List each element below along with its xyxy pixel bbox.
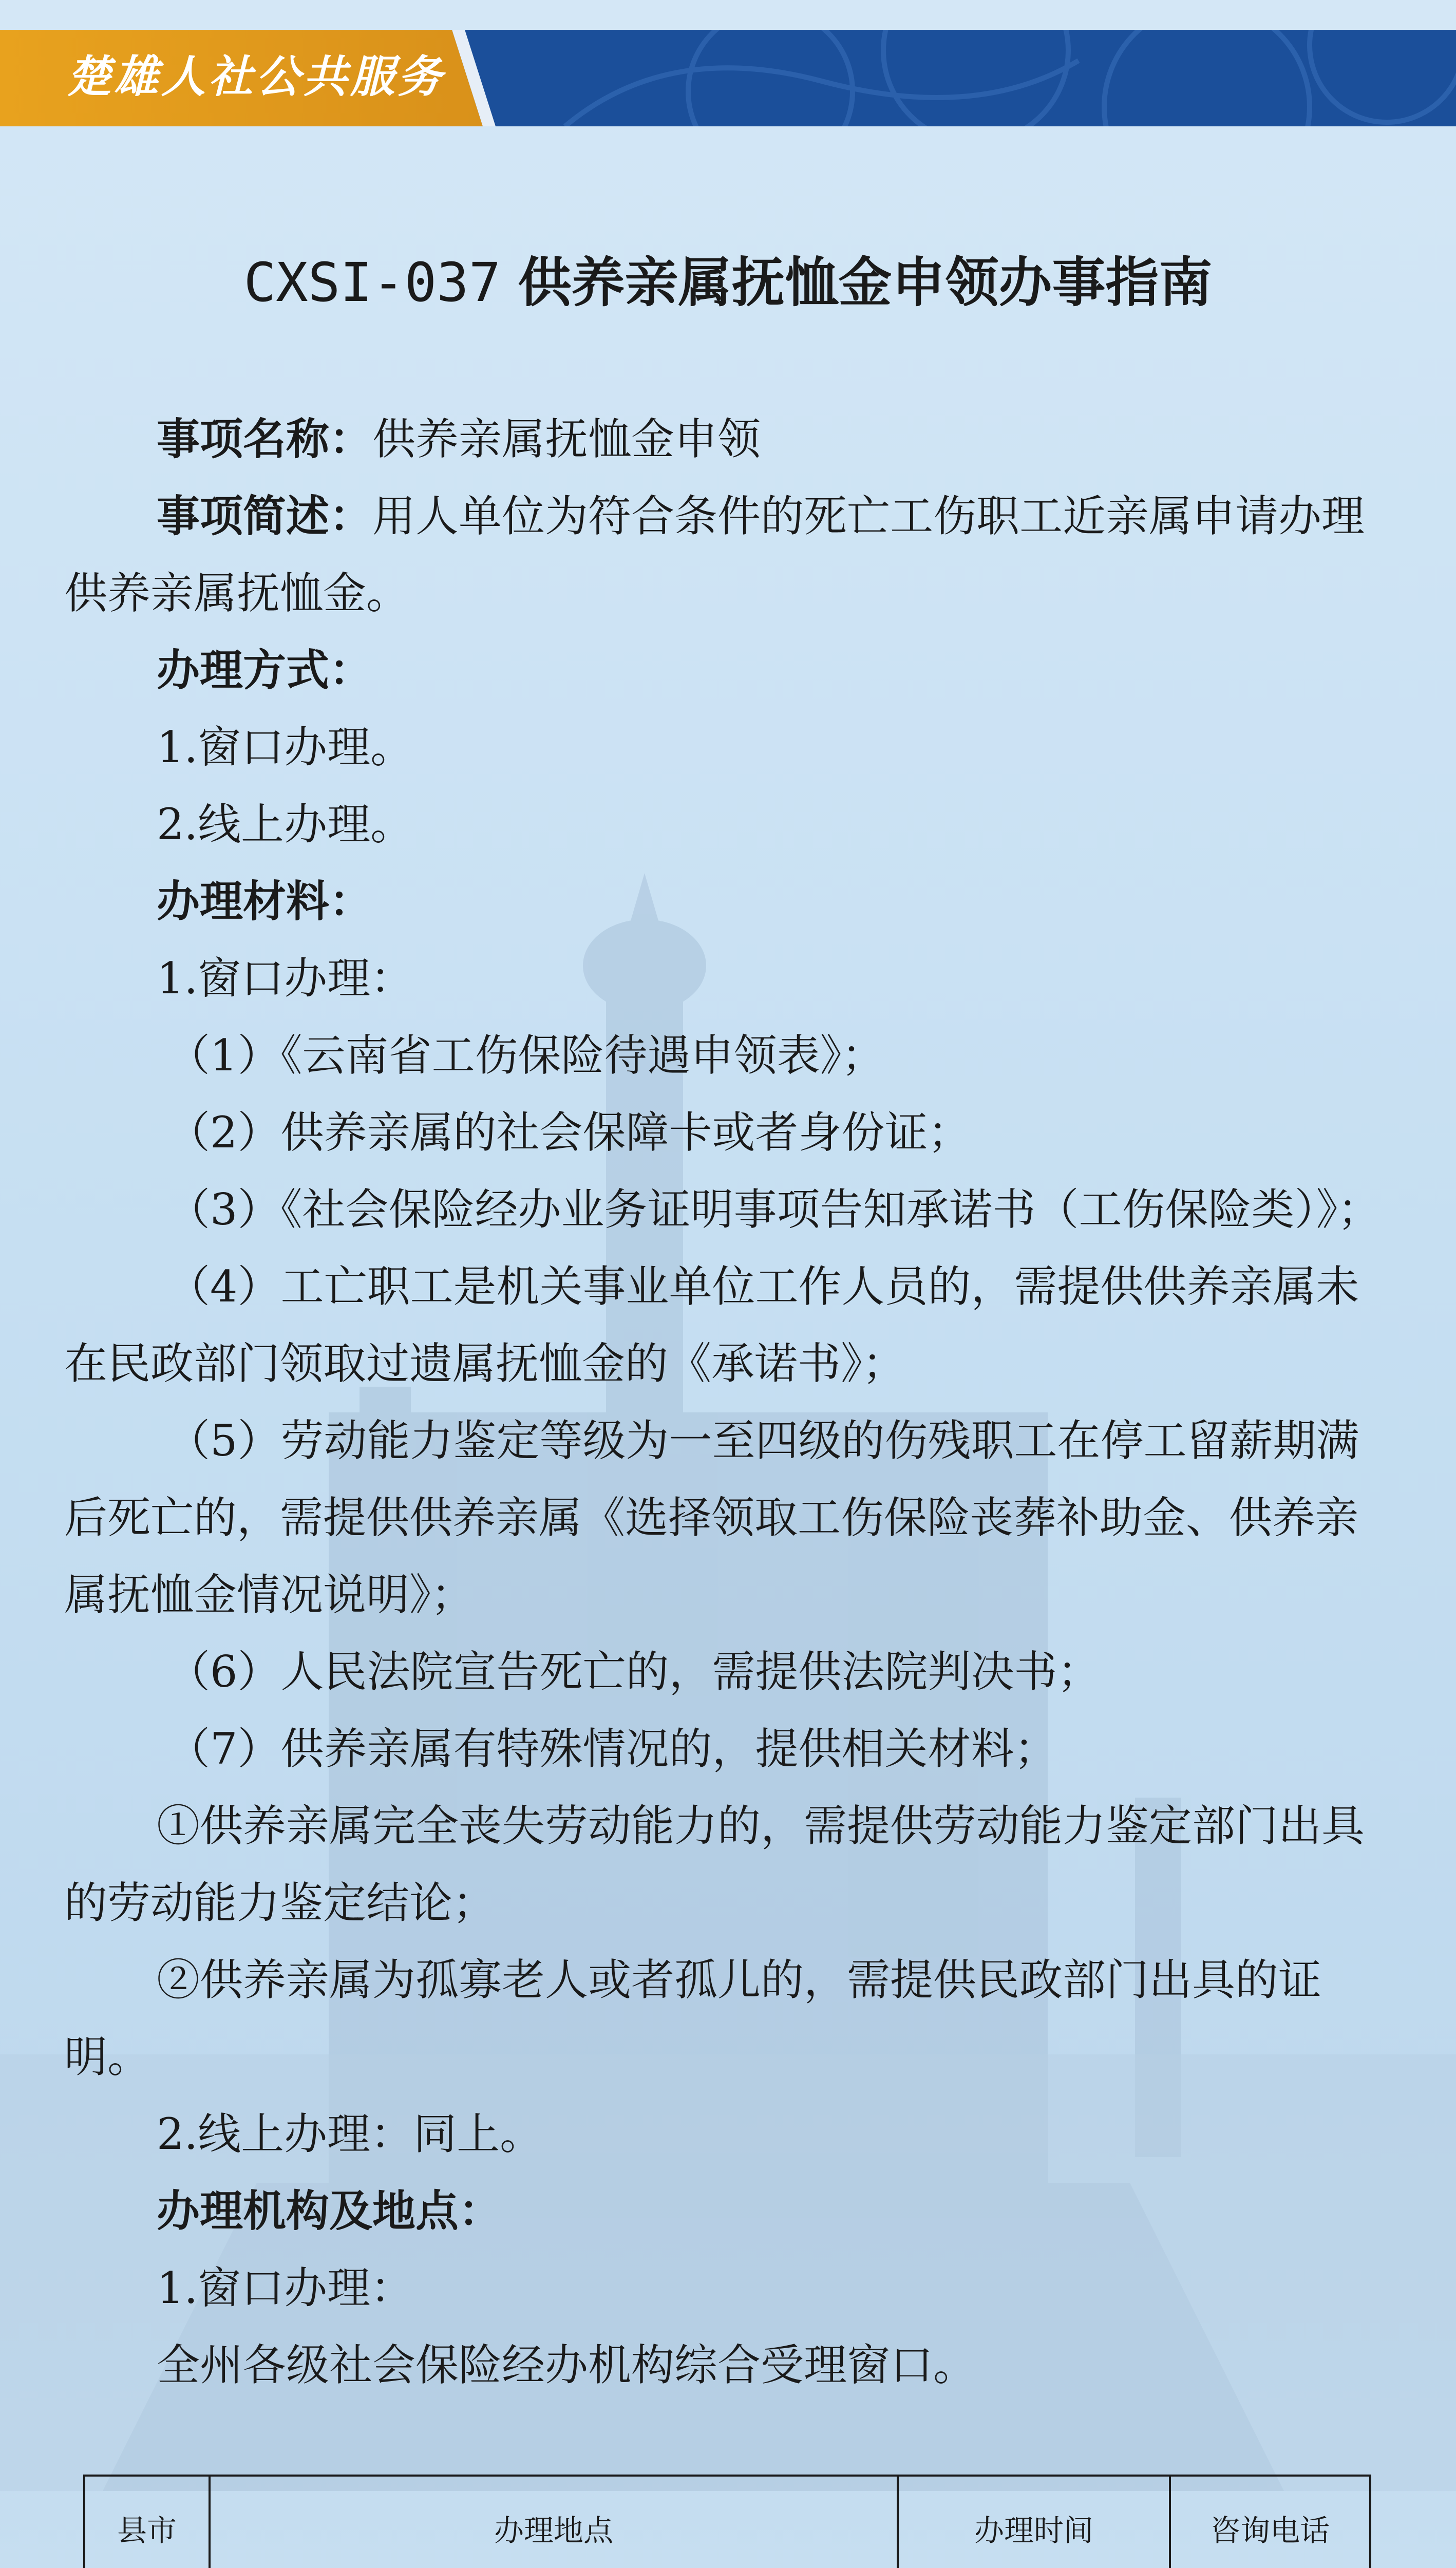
- agency-desc: 全州各级社会保险经办机构综合受理窗口。: [157, 2340, 977, 2390]
- item-desc-row: [64, 478, 1392, 632]
- item-desc-label: 事项简述：: [157, 491, 373, 541]
- agency-label: 办理机构及地点：: [157, 2186, 502, 2236]
- table-header-row: [84, 2476, 1370, 2568]
- title-code: CXSI-037: [243, 251, 501, 314]
- material-item: （7）供养亲属有特殊情况的，提供相关材料；: [167, 1724, 1057, 1774]
- material-item: （3）《社会保险经办业务证明事项告知承诺书（工伤保险类）》；: [167, 1184, 1381, 1235]
- table-header-phone: 咨询电话: [1170, 2476, 1370, 2568]
- brand-name: 楚雄人社公共服务: [67, 51, 445, 103]
- material-item: （6）人民法院宣告死亡的，需提供法院判决书；: [167, 1647, 1101, 1697]
- method-item: 2.线上办理。: [157, 799, 414, 849]
- materials-online: 2.线上办理：同上。: [157, 2109, 543, 2159]
- method-item: 1.窗口办理。: [157, 722, 414, 772]
- item-name-label: 事项名称：: [157, 414, 373, 464]
- agency-heading: [64, 2173, 1392, 2250]
- material-item: （1）《云南省工伤保险待遇申领表》；: [167, 1030, 885, 1081]
- document-body: [64, 401, 1392, 2404]
- material-sub-item: ②供养亲属为孤寡老人或者孤儿的，需提供民政部门出具的证明。: [64, 1955, 1322, 2082]
- material-item: （5）劳动能力鉴定等级为一至四级的伤残职工在停工留薪期满后死亡的，需提供供养亲属《选择领取工伤保险丧葬补助金、供养亲属抚恤金情况说明》；: [64, 1415, 1359, 1620]
- material-sub-item: ①供养亲属完全丧失劳动能力的，需提供劳动能力鉴定部门出具的劳动能力鉴定结论；: [64, 1801, 1365, 1928]
- title-name: 供养亲属抚恤金申领办事指南: [518, 251, 1213, 314]
- method-label: 办理方式：: [157, 645, 373, 695]
- material-item: （2）供养亲属的社会保障卡或者身份证；: [167, 1107, 971, 1158]
- table-header-location: 办理地点: [210, 2476, 898, 2568]
- agency-window-label: 1.窗口办理：: [157, 2263, 414, 2313]
- item-name-value: 供养亲属抚恤金申领: [372, 414, 761, 464]
- material-item: （4）工亡职工是机关事业单位工作人员的，需提供供养亲属未在民政部门领取过遗属抚恤金的《承诺书》；: [64, 1261, 1359, 1389]
- table-header-county: 县市: [84, 2476, 210, 2568]
- table-header-hours: 办理时间: [898, 2476, 1170, 2568]
- item-desc-value: 用人单位为符合条件的死亡工伤职工近亲属申请办理供养亲属抚恤金。: [64, 491, 1365, 618]
- page-title: [0, 247, 1456, 318]
- method-heading: [64, 632, 1392, 709]
- item-name-row: [64, 401, 1392, 478]
- materials-heading: [64, 863, 1392, 940]
- agency-table: [83, 2475, 1371, 2568]
- materials-window-label: 1.窗口办理：: [157, 953, 414, 1004]
- materials-label: 办理材料：: [157, 876, 373, 927]
